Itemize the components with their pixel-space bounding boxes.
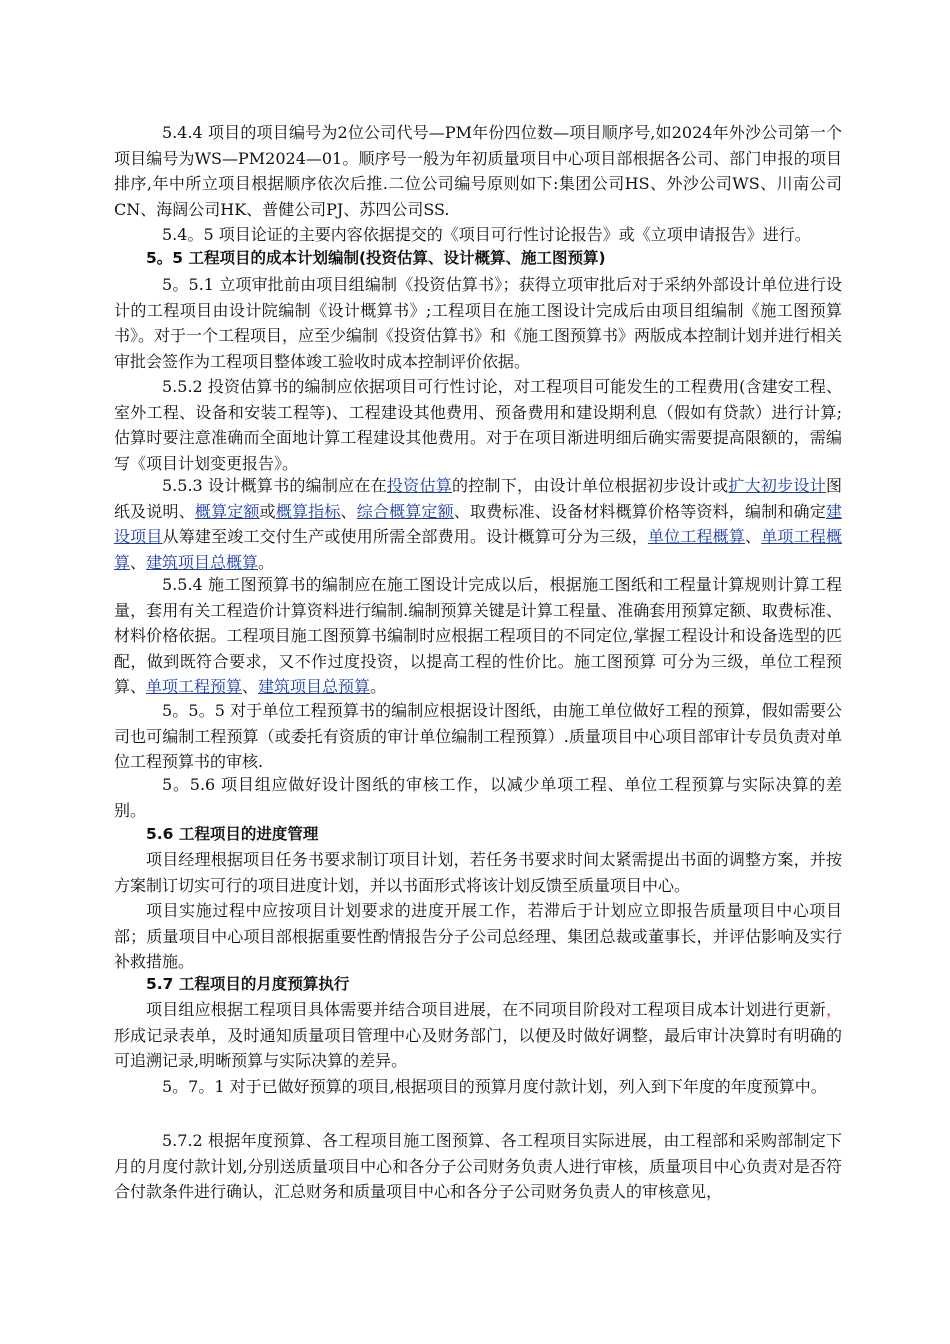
paragraph-5-7 xyxy=(114,997,842,1074)
link-total-project-budget[interactable]: 建筑项目总预算 xyxy=(258,677,371,696)
link-single-project-estimate[interactable]: 单项工程概算 xyxy=(114,527,842,572)
text-run: 、 xyxy=(340,501,357,521)
text-run: 、 xyxy=(745,527,762,546)
link-total-project-estimate[interactable]: 建筑项目总概算 xyxy=(146,552,259,572)
text-run: 形成记录表单，及时通知质量项目管理中心及财务部门，以便及时做好调整，最后审计决算时有明确的可追溯记录,明晰预算与实际决算的差异。 xyxy=(114,1025,842,1070)
text-run: 项目组应根据工程项目具体需要并结合项目进展，在不同项目阶段对工程项目成本计划进行更新 xyxy=(146,1000,826,1019)
text-run: 5.5.3 设计概算书的编制应在在 xyxy=(162,476,387,495)
link-investment-estimate[interactable]: 投资估算 xyxy=(386,476,452,495)
text-run: 或 xyxy=(259,501,276,521)
link-comprehensive-estimate-quota[interactable]: 综合概算定额 xyxy=(356,501,454,521)
link-estimate-quota[interactable]: 概算定额 xyxy=(194,501,260,521)
text-run: 、 xyxy=(130,552,147,572)
paragraph-5-6-b: 项目实施过程中应按项目计划要求的进度开展工作，若滞后于计划应立即报告质量项目中心项目部；质量项目中心项目部根据重要性酌情报告分子公司总经理、集团总裁或董事长，并评估影响及实行补救措施。 xyxy=(114,901,842,971)
link-construction-project[interactable]: 建设项目 xyxy=(114,501,842,546)
clause-5-5-2: 5.5.2 投资估算书的编制应依据项目可行性讨论，对工程项目可能发生的工程费用(含建安工程、室外工程、设备和安装工程等)、工程建设其他费用、预备费用和建设期利息（假如有贷款）进行计算;估算时要注意准确而全面地计算工程建设其他费用。对于在项目渐进明细后确实需要提高限额的，需编写《项目计划变更报告》。 xyxy=(114,377,842,473)
clause-5-4-4: 5.4.4 项目的项目编号为2位公司代号—PM年份四位数—项目顺序号,如2024年外沙公司第一个项目编号为WS—PM2024—01。顺序号一般为年初质量项目中心项目部根据各公司、部门申报的项目排序,年中所立项目根据顺序依次后推.二位公司编号原则如下:集团公司HS、外沙公司WS、川南公司CN、海阔公司HK、普健公司PJ、苏四公司SS. xyxy=(114,123,842,219)
clause-5-5-3 xyxy=(114,473,842,575)
clause-5-5-6: 5。5.6 项目组应做好设计图纸的审核工作，以减少单项工程、单位工程预算与实际决算的差别。 xyxy=(114,775,842,820)
link-expanded-preliminary-design[interactable]: 扩大初步设计 xyxy=(728,476,826,495)
clause-5-5-4 xyxy=(114,572,842,700)
section-heading-5-6: 5.6 工程项目的进度管理 xyxy=(146,825,319,843)
text-run: 从筹建至竣工交付生产或使用所需全部费用。设计概算可分为三级， xyxy=(162,527,648,546)
clause-5-5-5: 5。5。5 对于单位工程预算书的编制应根据设计图纸，由施工单位做好工程的预算，假如需要公司也可编制工程预算（或委托有资质的审计单位编制工程预算）.质量项目中心项目部审计专员负责对单位工程预算书的审核. xyxy=(114,701,842,771)
clause-5-7-1: 5。7。1 对于已做好预算的项目,根据项目的预算月度付款计划，列入到下年度的年度预算中。 xyxy=(162,1077,827,1096)
red-comma-mark: ， xyxy=(825,1000,842,1019)
paragraph-5-6-a: 项目经理根据项目任务书要求制订项目计划，若任务书要求时间太紧需提出书面的调整方案，并按方案制订切实可行的项目进度计划，并以书面形式将该计划反馈至质量项目中心。 xyxy=(114,850,842,895)
text-run: 图纸及说明、 xyxy=(114,476,842,521)
section-heading-5-7: 5.7 工程项目的月度预算执行 xyxy=(146,975,350,993)
clause-5-7-2: 5.7.2 根据年度预算、各工程项目施工图预算、各工程项目实际进展，由工程部和采购部制定下月的月度付款计划,分别送质量项目中心和各分子公司财务负责人进行审核，质量项目中心负责对是否符合付款条件进行确认，汇总财务和质量项目中心和各分子公司财务负责人的审核意见， xyxy=(114,1131,842,1201)
clause-5-4-5: 5.4。5 项目论证的主要内容依据提交的《项目可行性讨论报告》或《立项申请报告》进行。 xyxy=(162,225,811,244)
section-heading-5-5: 5。5 工程项目的成本计划编制(投资估算、设计概算、施工图预算) xyxy=(146,249,606,267)
link-unit-project-estimate[interactable]: 单位工程概算 xyxy=(647,527,746,546)
text-run: 。 xyxy=(370,677,387,696)
text-run: 的控制下，由设计单位根据初步设计或 xyxy=(451,476,729,495)
text-run: 5.5.4 施工图预算书的编制应在施工图设计完成以后，根据施工图纸和工程量计算规则计算工程量，套用有关工程造价计算资料进行编制.编制预算关键是计算工程量、准确套用预算定额、取费标准、材料价格依据。工程项目施工图预算书编制时应根据工程项目的不同定位,掌握工程设计和设备选型的匹配，做到既符合要求，又不作过度投资，以提高工程的性价比。施工图预算 可分为三级，单位工程预算、 xyxy=(114,575,842,696)
text-run: 、取费标准、设备材料概算价格等资料，编制和确定 xyxy=(453,501,826,521)
text-run: 。 xyxy=(258,552,275,572)
link-single-project-budget[interactable]: 单项工程预算 xyxy=(146,677,243,696)
text-run: 、 xyxy=(242,677,259,696)
link-estimate-index[interactable]: 概算指标 xyxy=(275,501,341,521)
clause-5-5-1: 5。5.1 立项审批前由项目组编制《投资估算书》；获得立项审批后对于采纳外部设计单位进行设计的工程项目由设计院编制《设计概算书》;工程项目在施工图设计完成后由项目组编制《施工图预算书》。对于一个工程项目，应至少编制《投资估算书》和《施工图预算书》两版成本控制计划并进行相关审批会签作为工程项目整体竣工验收时成本控制评价依据。 xyxy=(114,275,843,371)
